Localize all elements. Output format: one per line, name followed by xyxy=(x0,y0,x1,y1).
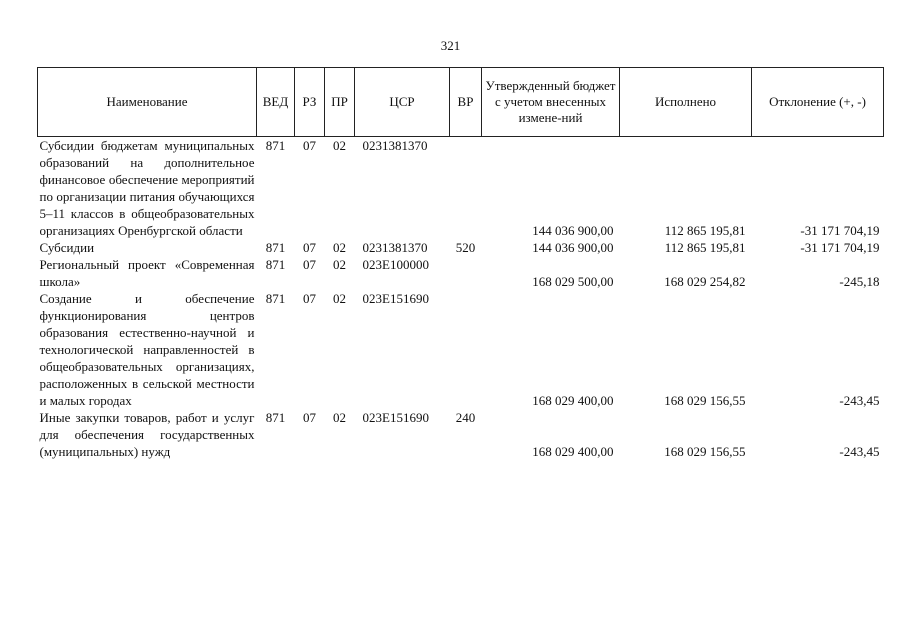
row-ved: 871 xyxy=(265,410,286,425)
row-executed: 168 029 156,55 xyxy=(664,444,746,459)
budget-execution-table xyxy=(37,67,884,460)
row-pr: 02 xyxy=(333,291,346,306)
row-rz: 07 xyxy=(303,410,316,425)
row-deviation: -31 171 704,19 xyxy=(800,223,880,238)
row-approved: 144 036 900,00 xyxy=(532,240,614,255)
row-executed: 168 029 254,82 xyxy=(664,274,746,289)
page-number: 321 xyxy=(440,38,461,53)
row-name: Субсидии xyxy=(39,240,95,255)
table-row xyxy=(38,409,884,460)
row-deviation: -243,45 xyxy=(839,444,880,459)
row-pr: 02 xyxy=(333,257,346,272)
row-pr: 02 xyxy=(333,138,346,153)
row-executed: 112 865 195,81 xyxy=(664,223,746,238)
row-approved: 168 029 400,00 xyxy=(532,444,614,459)
row-vr xyxy=(450,290,482,409)
row-ved: 871 xyxy=(265,240,286,255)
row-vr xyxy=(450,256,482,290)
header-vr: ВР xyxy=(450,68,482,137)
row-ved: 871 xyxy=(265,138,286,153)
row-name: Создание и обеспечение функционирования центров образования естественно-научной и технологической направленностей в общеобразовательных организациях, расположенных в сельской местности и малых городах xyxy=(39,291,255,408)
row-approved: 168 029 500,00 xyxy=(532,274,614,289)
header-rz: РЗ xyxy=(295,68,325,137)
table-row xyxy=(38,290,884,409)
row-name: Иные закупки товаров, работ и услуг для обеспечения государственных (муниципальных) нужд xyxy=(39,410,255,459)
row-executed: 168 029 156,55 xyxy=(664,393,746,408)
table-header xyxy=(38,68,884,137)
header-name: Наименование xyxy=(38,68,257,137)
row-pr: 02 xyxy=(333,240,346,255)
header-ved: ВЕД xyxy=(257,68,295,137)
row-csr: 0231381370 xyxy=(362,240,428,255)
table-row xyxy=(38,137,884,240)
row-deviation: -243,45 xyxy=(839,393,880,408)
header-executed: Исполнено xyxy=(620,68,752,137)
header-deviation: Отклонение (+, -) xyxy=(752,68,884,137)
table-body xyxy=(38,137,884,461)
row-executed: 112 865 195,81 xyxy=(664,240,746,255)
row-rz: 07 xyxy=(303,257,316,272)
row-pr: 02 xyxy=(333,410,346,425)
row-rz: 07 xyxy=(303,138,316,153)
row-ved: 871 xyxy=(265,257,286,272)
row-vr: 520 xyxy=(455,240,476,255)
row-approved: 144 036 900,00 xyxy=(532,223,614,238)
row-name: Субсидии бюджетам муниципальных образований на дополнительное финансовое обеспечение мероприятий по организации питания обучающихся 5–11 классов в общеобразовательных организациях Оренбургской области xyxy=(39,138,255,238)
row-name: Региональный проект «Современная школа» xyxy=(39,257,255,289)
row-rz: 07 xyxy=(303,240,316,255)
row-vr xyxy=(450,137,482,240)
header-pr: ПР xyxy=(325,68,355,137)
row-rz: 07 xyxy=(303,291,316,306)
row-csr: 023E151690 xyxy=(362,410,429,425)
row-deviation: -245,18 xyxy=(839,274,880,289)
header-approved-budget: Утвержденный бюджет с учетом внесенных измене-ний xyxy=(482,68,620,137)
table-row xyxy=(38,256,884,290)
row-approved: 168 029 400,00 xyxy=(532,393,614,408)
row-csr: 023E151690 xyxy=(362,291,429,306)
row-csr: 023E100000 xyxy=(362,257,429,272)
table-row xyxy=(38,239,884,256)
row-csr: 0231381370 xyxy=(362,138,428,153)
header-row xyxy=(38,68,884,137)
row-vr: 240 xyxy=(455,410,476,425)
row-ved: 871 xyxy=(265,291,286,306)
header-csr: ЦСР xyxy=(355,68,450,137)
row-deviation: -31 171 704,19 xyxy=(800,240,880,255)
